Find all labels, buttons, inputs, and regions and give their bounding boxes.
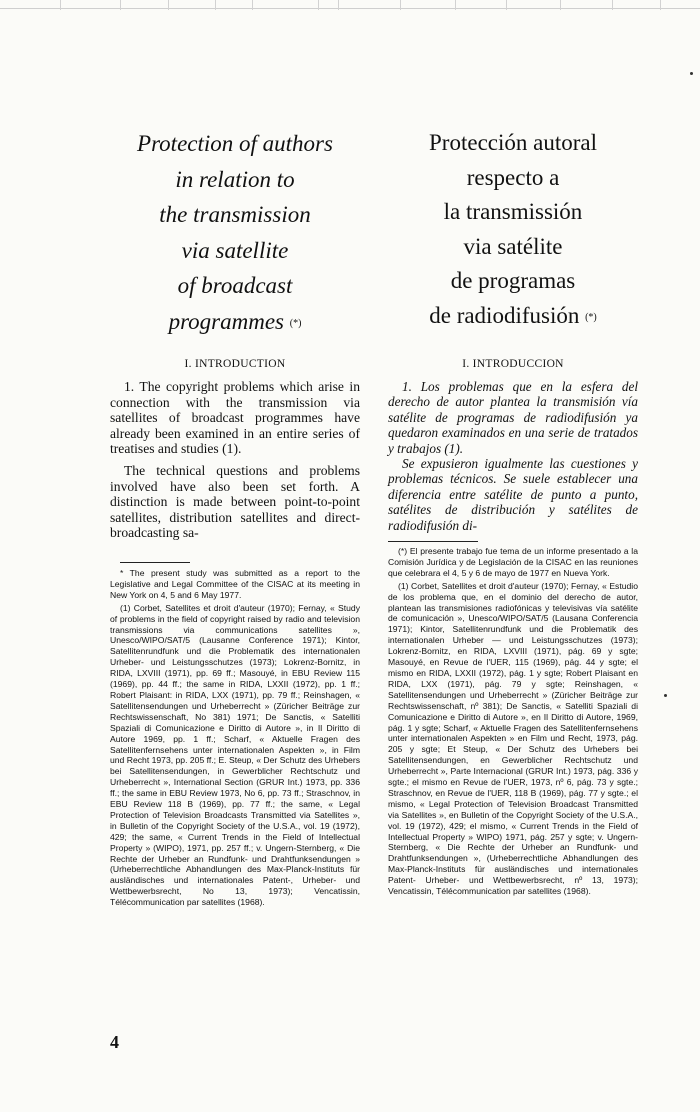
title-line: via satellite (181, 237, 289, 263)
spanish-paragraph: Se expusieron igualmente las cuestiones y problemas técnicos. Se suele establecer una diferencia entre satélite de punto a punto, satélites de distribución y satélites de radiodifusión di- (388, 456, 638, 533)
spanish-footnotes (388, 546, 638, 899)
title-line: in relation to (175, 166, 295, 192)
english-title (110, 126, 360, 339)
english-paragraph: The technical questions and problems involved have also been set forth. A distinction is made between point-to-point satellites, distribution satellites and direct-broadcasting sa- (110, 462, 360, 541)
margin-mark (664, 694, 667, 697)
title-line: Protección autoral (429, 130, 597, 155)
english-body (110, 379, 360, 547)
title-footnote-mark: (*) (585, 311, 597, 323)
footnote-separator (120, 562, 190, 563)
title-line: of broadcast (177, 273, 293, 298)
spanish-paragraph: 1. Los problemas que en la esfera del derecho de autor plantea la transmisión vía satélite de programas de radiodifusión ya quedaron examinados en una serie de tratados y trabajos (1). (388, 379, 638, 456)
title-line: Protection of authors (137, 131, 333, 156)
title-line: respecto a (466, 164, 560, 190)
top-scan-marks (0, 0, 700, 10)
spanish-section-heading: I. INTRODUCCION (462, 358, 564, 370)
spanish-body (388, 379, 638, 533)
title-footnote-mark: (*) (289, 317, 302, 329)
page-number: 4 (110, 1032, 119, 1052)
title-line: via satélite (463, 233, 563, 259)
english-paragraph: 1. The copyright problems which arise in connection with the transmission via satellites of broadcast programmes have already been examined in an entire series of treatises and studies (1). (110, 379, 360, 457)
title-line: de radiodifusión (*) (429, 302, 597, 328)
title-line: the transmission (159, 202, 311, 227)
margin-mark (690, 72, 693, 75)
title-line: programmes (*) (168, 308, 302, 334)
footnote: (1) Corbet, Satellites et droit d'auteur (1970); Fernay, « Study of problems in the field of copyright raised by radio and television transmissions via communications satellites », Unesco/WIPO/SAT/5 (Lausanne Conference 1971); Kintor, Satellitenrundfunk und die Problematik des internationalen Urheber- und Leistungsschutzes (1973); Lokrenz-Bornitz, in RIDA, LXVIII (1971), pp. 69 ff.; Masouyé, in EBU Review 115 (1969), pp. 44 ff.; the same in RIDA, LXXII (1972), pp. 1 ff.; Robert Plaisant: in RIDA, LXX (1971), pp. 79 ff.; Reinshagen, « Satellitensendungen und Urheberrecht » (Züricher Beiträge zur Rechtswissenschaft, No 381) 1971; De Sanctis, « Satelliti Spaziali di Comunicazione e Diritto di Autore », in Il Diritto di Autore 1969, pp. 1 ff.; Scharf, « Aktuelle Fragen des Satellitenfernsehens unter internationalen Aspekten », in Film und Recht 1973, pp. 205 ff.; E. Steup, « Der Schutz des Urhebers bei Satellitensendungen, in Gewerblicher Rechtschutz und Urheberrecht », International Section (GRUR Int.) 1973, pp. 336 ff.; the same in EBU Review 1973, No 6, pp. 73 ff.; Straschnov, in EBU Review 118 B (1969), pp. 77 ff.; the same, « Legal Protection of Television Broadcasts Transmitted via Satellites », in Bulletin of the Copyright Society of the U.S.A., vol. 19 (1972), 429; the same, « Current Trends in the Field of Intellectual Property » (WIPO), 1971, pp. 257 ff.; v. Ungern-Sternberg, « Die Rechte der Urheber an Rundfunk- und Drahtfunksendungen » (Urheberrechtliche Abhandlungen des Max-Planck-Instituts für ausländisches und internationales Patent-, Urheber- und Wettbewerbsrecht, No 13, 1973); Vencatissin, Télécommunication par satellites (1968). (110, 602, 360, 908)
footnote-separator (388, 541, 478, 542)
footnote: (1) Corbet, Satellites et droit d'auteur (1970); Fernay, « Estudio de los problema que, en el dominio del derecho de autor, plantean las transmisiones radiofónicas y televisivas vía satélite de comunicación », Unesco/WIPO/SAT/5 (Lausana Conferencia 1971); Kintor, Satellitenrundfunk und die Problematik des internationalen Urheber — und Leistungsschutzes (1973); Lokrenz-Bornitz, en RIDA, LXVIII (1971), pág. 69 y sgte; Masouyé, en Revue de l'UER, 115 (1969), pág. 44 y sgte; el mismo en RIDA, LXXII (1972), pág. 1 y sgte; Robert Plaisant en RIDA, LXX (1971), pág. 79 y sgte; Reinshagen, « Satellitensendungen und Urheberrecht » (Züricher Beiträge zur Rechtswissenschaft, nº 381); De Sanctis, « Satelliti Spaziali di Comunicazione e Diritto di Autore », en Il Diritto di Autore, 1969, pág. 1 y sgte; Scharf, « Aktuelle Fragen des Satellitenfernsehens unter internationalen Aspekten » en Film und Recht, 1973, pág. 205 y sgte; Et Steup, « Der Schutz des Urhebers bei Satellitensendungen, en Gewerblicher Rechtschutz und Urheberrecht », Parte Internacional (GRUR Int.) 1973, pág. 336 y sgte.; el mismo en Revue de l'UER, 1973, nº 6, pág. 73 y sgte.; Straschnov, en Revue de l'UER, 118 B (1969), pág. 77 y sgte.; el mismo, « Legal Protection of Television Broadcast Transmitted via Satellites », en Bulletin of the Copyright Society of the U.S.A., vol. 19 (1972), 429; el mismo, « Current Trends in the Field of Intellectual Property » WIPO) 1971, pág. 257 y sgte; v. Ungern-Sternberg, « Die Rechte der Urheber an Rundfunk- und Drahtfunksendungen », (Urheberrechtliche Abhandlungen des Max-Planck-Instituts für ausländisches und internationales Patent- Urheber- und Wettbewerbsrecht, nº 13, 1973); Vencatissin, Télécommunication par satellites (1968). (388, 580, 638, 897)
footnote: * The present study was submitted as a report to the Legislative and Legal Committee of the CISAC at its meeting in New York on 4, 5 and 6 May 1977. (110, 568, 360, 600)
english-section-heading: I. INTRODUCTION (184, 358, 286, 370)
english-footnotes (110, 568, 360, 910)
spanish-title (388, 126, 638, 333)
title-line: de programas (450, 268, 576, 293)
footnote: (*) El presente trabajo fue tema de un informe presentado a la Comisión Jurídica y de Legislación de la CISAC en las reuniones que celebrara el 4, 5 y 6 de mayo de 1977 en Nueva York. (388, 546, 638, 578)
title-line: la transmissión (443, 199, 583, 224)
